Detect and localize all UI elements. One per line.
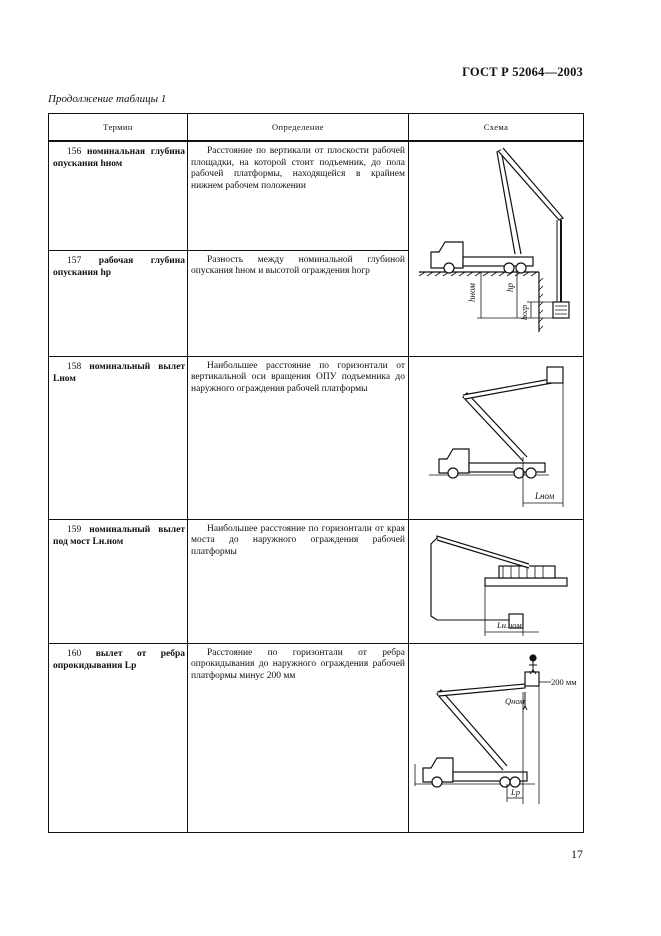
term-name: номинальный вылет [89,361,185,372]
definition-cell [188,643,409,832]
operator-head [530,655,536,661]
truck-wheel [510,777,520,787]
term-number: 157 [67,255,82,266]
terms-table [48,113,584,833]
definition-text: Расстояние по вертикали от плоскости рабочей площадки, на которой стоит подъемник, до пола рабочей платформы, находящейся в крайнем нижнем рабочем положении [191,146,405,191]
term-symbol: hном [100,159,123,169]
term-cell [49,519,188,643]
term-cell [49,356,188,519]
truck-wheel [516,263,526,273]
work-platform [547,367,563,383]
scheme-cell-tip [409,643,584,832]
standard-designation: ГОСТ Р 52064—2003 [462,65,583,79]
term-name: номинальный вылет под мост [53,524,185,547]
term-name: рабочая глубина опускания [53,255,185,278]
definition-cell [188,141,409,250]
term-symbol: Lном [53,373,76,384]
table-header-row [49,114,584,142]
term-number: 160 [67,648,82,659]
truck-wheel [500,777,510,787]
label-lp: Lр [511,786,520,797]
column-header-scheme: Схема [409,114,584,142]
label-hnom: hном [467,283,477,302]
depth-scheme-drawing [409,142,583,356]
term-cell [49,643,188,832]
definition-text: Наибольшее расстояние по горизонтали от вертикальной оси вращения ОПУ подъемника до наружного ограждения рабочей платформы [191,360,405,394]
term-number: 158 [67,361,82,372]
label-hogr: hогр [520,304,529,320]
term-symbol: hр [100,267,112,278]
term-cell [49,141,188,250]
truck-wheel [504,263,514,273]
work-platform [525,672,539,686]
term-cell [49,250,188,356]
bridge-scheme-drawing [409,520,583,643]
scheme-cell-reach [409,356,584,519]
label-qnom: Qном [505,695,525,706]
definition-cell [188,519,409,643]
boom-upper [437,536,529,568]
scheme-cell-depth [409,141,584,356]
boom-upper [463,379,552,399]
term-name: номинальная глубина опускания [53,147,185,169]
scheme-cell-bridge [409,519,584,643]
term-number: 159 [67,524,82,535]
term-number: 156 [67,147,82,157]
term-name: вылет от ребра опрокидывания [53,648,185,671]
definition-text: Наибольшее расстояние по горизонтали от края моста до наружного ограждения рабочей платформы [191,523,405,557]
page-number: 17 [571,847,583,861]
column-header-term: Термин [49,114,188,142]
label-lnnom: Lн.ном [497,619,522,630]
truck-wheel [514,468,524,478]
truck-wheel [432,777,442,787]
boom-lower [463,393,527,461]
table-row [49,643,584,832]
definition-text: Разность между номинальной глубиной опускания hном и высотой ограждения hогр [191,254,405,276]
table-row [49,141,584,250]
term-symbol: Lн.ном [92,536,124,547]
truck-wheel [444,263,454,273]
truck-wheel [526,468,536,478]
boom-lower [431,538,437,620]
term-symbol: Lр [124,660,137,671]
definition-cell [188,250,409,356]
boom-upper [437,684,525,696]
label-200mm: 200 мм [551,676,577,687]
definition-text: Расстояние по горизонтали от ребра опрокидывания до наружного ограждения рабочей платформы минус 200 мм [191,647,405,681]
column-header-definition: Определение [188,114,409,142]
definition-cell [188,356,409,519]
reach-scheme-drawing [409,357,583,519]
tip-scheme-drawing [409,644,583,832]
label-hp: hр [505,283,515,292]
truck-wheel [448,468,458,478]
table-row [49,519,584,643]
bridge-deck [485,578,567,586]
label-lnom: Lном [535,490,555,501]
table-row [49,356,584,519]
table-continuation-caption: Продолжение таблицы 1 [48,93,167,105]
